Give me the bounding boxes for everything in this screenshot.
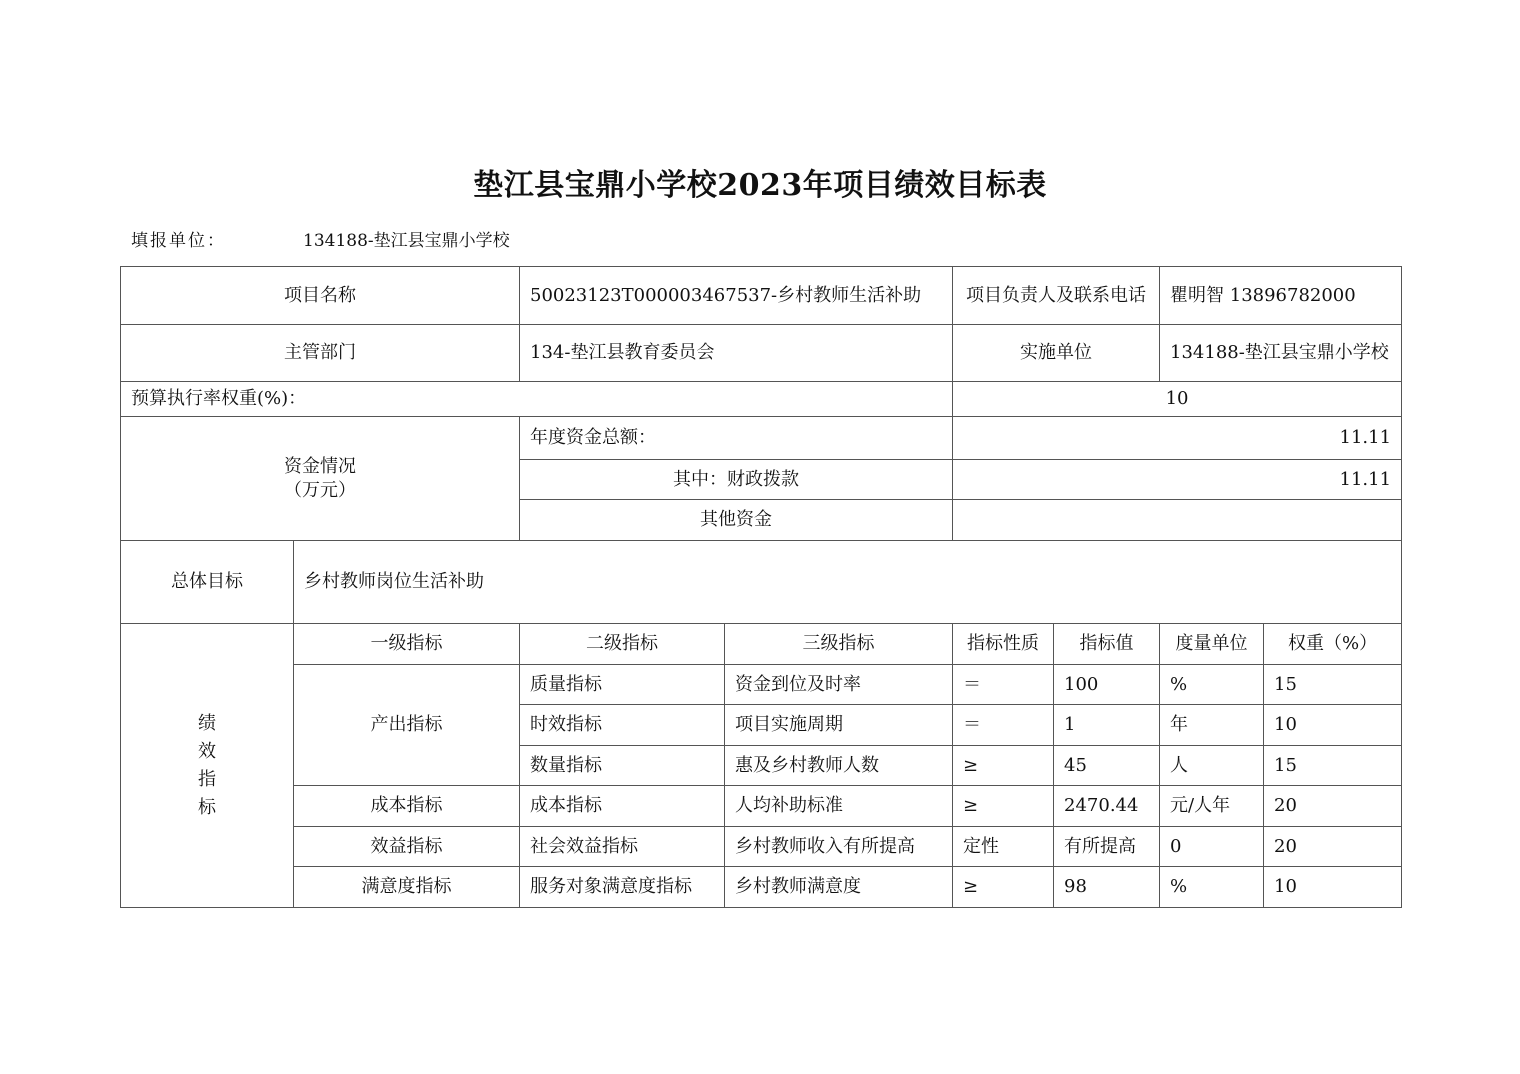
level3-cell: 资金到位及时率 [725,665,953,705]
funds-fiscal-value: 11.11 [953,460,1402,500]
contact-label: 项目负责人及联系电话 [953,267,1160,325]
fill-unit-row [131,226,510,251]
level2-cell: 成本指标 [520,786,725,827]
section-char: 标 [198,796,216,818]
header-weight: 权重（%） [1264,624,1402,665]
level3-cell: 人均补助标准 [725,786,953,827]
unit-cell: 元/人年 [1160,786,1264,827]
level3-cell: 乡村教师满意度 [725,867,953,908]
level1-cost: 成本指标 [294,786,520,827]
level1-benefit: 效益指标 [294,827,520,867]
header-level1: 一级指标 [294,624,520,665]
dept-value: 134-垫江县教育委员会 [520,325,953,382]
performance-table [120,266,1402,908]
page-title: 垫江县宝鼎小学校2023年项目绩效目标表 [473,168,1047,203]
header-unit: 度量单位 [1160,624,1264,665]
level2-cell: 社会效益指标 [520,827,725,867]
header-nature: 指标性质 [953,624,1054,665]
value-cell: 2470.44 [1054,786,1160,827]
table-row [121,382,1402,417]
weight-cell: 15 [1264,746,1402,786]
section-char: 绩 [198,712,216,734]
nature-cell: ＝ [953,705,1054,746]
unit-cell: 年 [1160,705,1264,746]
weight-cell: 15 [1264,665,1402,705]
weight-cell: 10 [1264,867,1402,908]
impl-unit-value: 134188-垫江县宝鼎小学校 [1160,325,1402,382]
weight-cell: 20 [1264,786,1402,827]
value-cell: 45 [1054,746,1160,786]
level2-cell: 数量指标 [520,746,725,786]
value-cell: 100 [1054,665,1160,705]
header-level2: 二级指标 [520,624,725,665]
value-cell: 1 [1054,705,1160,746]
table-row [121,541,1402,624]
header-level3: 三级指标 [725,624,953,665]
budget-weight-label: 预算执行率权重(%)： [121,382,953,417]
section-char: 指 [198,768,216,790]
nature-cell: ≥ [953,867,1054,908]
unit-cell: 0 [1160,827,1264,867]
level2-cell: 质量指标 [520,665,725,705]
level3-cell: 项目实施周期 [725,705,953,746]
table-row [121,786,1402,827]
value-cell: 有所提高 [1054,827,1160,867]
weight-cell: 10 [1264,705,1402,746]
project-name-label: 项目名称 [121,267,520,325]
level3-cell: 惠及乡村教师人数 [725,746,953,786]
fill-unit-value: 134188-垫江县宝鼎小学校 [303,231,510,251]
unit-cell: 人 [1160,746,1264,786]
unit-cell: % [1160,665,1264,705]
level2-cell: 时效指标 [520,705,725,746]
funds-label-line1: 资金情况 [284,455,356,477]
table-row [121,325,1402,382]
funds-total-value: 11.11 [953,417,1402,460]
funds-label-line2: （万元） [284,479,356,501]
value-cell: 98 [1054,867,1160,908]
level2-cell: 服务对象满意度指标 [520,867,725,908]
level1-satisfaction: 满意度指标 [294,867,520,908]
nature-cell: 定性 [953,827,1054,867]
fill-unit-label: 填报单位： [131,231,226,251]
table-row [121,827,1402,867]
nature-cell: ≥ [953,786,1054,827]
section-char: 效 [198,740,216,762]
contact-value: 瞿明智 13896782000 [1160,267,1402,325]
funds-other-label: 其他资金 [520,500,953,541]
weight-cell: 20 [1264,827,1402,867]
funds-other-value [953,500,1402,541]
header-value: 指标值 [1054,624,1160,665]
level1-output: 产出指标 [294,665,520,786]
table-row [121,665,1402,705]
level3-cell: 乡村教师收入有所提高 [725,827,953,867]
table-row [121,624,1402,665]
table-row [121,267,1402,325]
funds-label [121,417,520,541]
overall-goal-label: 总体目标 [121,541,294,624]
funds-total-label: 年度资金总额： [520,417,953,460]
table-row [121,417,1402,460]
budget-weight-value: 10 [953,382,1402,417]
dept-label: 主管部门 [121,325,520,382]
project-name-value: 50023123T000003467537-乡村教师生活补助 [520,267,953,325]
impl-unit-label: 实施单位 [953,325,1160,382]
funds-fiscal-label: 其中：财政拨款 [520,460,953,500]
table-row [121,867,1402,908]
nature-cell: ＝ [953,665,1054,705]
overall-goal-value: 乡村教师岗位生活补助 [294,541,1402,624]
indicator-section-label [121,624,294,908]
nature-cell: ≥ [953,746,1054,786]
unit-cell: % [1160,867,1264,908]
